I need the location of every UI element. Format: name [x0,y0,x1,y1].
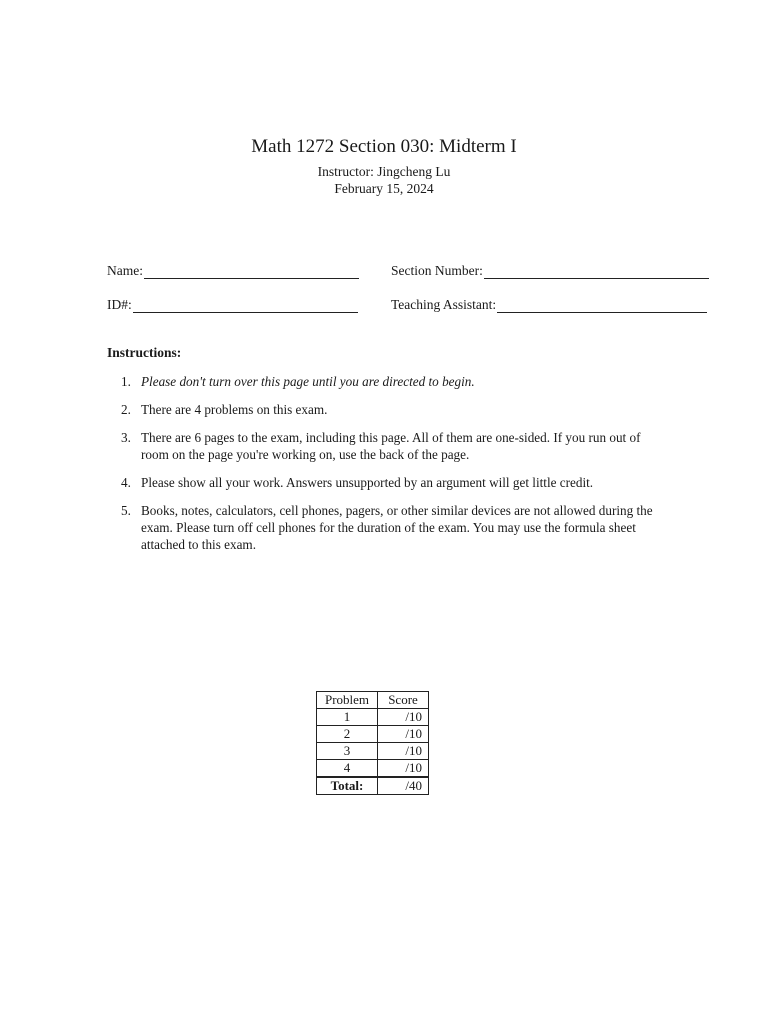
instructor-line: Instructor: Jingcheng Lu [317,164,451,179]
list-item-number: 5. [121,503,131,518]
instructions-list [121,373,666,564]
problem-number-cell: 2 [317,726,378,743]
id-field[interactable] [107,297,358,313]
list-item-number: 2. [121,402,131,417]
exam-date: February 15, 2024 [334,181,434,196]
total-row [317,777,429,795]
total-label-cell: Total: [317,777,378,795]
score-cell: /10 [378,743,429,760]
problem-number-cell: 3 [317,743,378,760]
list-item-text: Please show all your work. Answers unsupported by an argument will get little credit. [141,475,594,490]
score-cell: /10 [378,709,429,726]
problem-column-header: Problem [317,692,378,709]
table-row [317,760,429,778]
teaching-assistant-blank-line[interactable] [497,298,707,313]
list-item [121,401,666,418]
teaching-assistant-field[interactable] [391,297,707,313]
score-table [316,691,429,795]
list-item-text: Books, notes, calculators, cell phones, pagers, or other similar devices are not allowed during the exam. Please turn off cell phones for the duration of the exam. You may use the formula sheet attached to this exam. [141,503,653,552]
teaching-assistant-label: Teaching Assistant: [391,297,497,312]
instructions-heading: Instructions: [107,345,182,360]
list-item-text: Please don't turn over this page until you are directed to begin. [141,374,475,389]
name-label: Name: [107,263,143,278]
list-item [121,373,666,390]
table-row [317,709,429,726]
section-number-blank-line[interactable] [484,264,709,279]
problem-number-cell: 1 [317,709,378,726]
table-header-row [317,692,429,709]
id-blank-line[interactable] [133,298,358,313]
list-item [121,429,666,463]
score-cell: /10 [378,760,429,778]
list-item-number: 4. [121,475,131,490]
name-blank-line[interactable] [144,264,359,279]
section-number-label: Section Number: [391,263,483,278]
id-label: ID#: [107,297,132,312]
list-item-number: 1. [121,374,131,389]
table-row [317,726,429,743]
list-item-number: 3. [121,430,131,445]
score-cell: /10 [378,726,429,743]
list-item [121,502,666,553]
score-column-header: Score [378,692,429,709]
list-item-text: There are 6 pages to the exam, including this page. All of them are one-sided. If you run out of room on the page you're working on, use the back of the page. [141,430,641,462]
total-score-cell: /40 [378,777,429,795]
name-field[interactable] [107,263,359,279]
section-number-field[interactable] [391,263,709,279]
exam-title: Math 1272 Section 030: Midterm I [251,136,517,157]
problem-number-cell: 4 [317,760,378,778]
list-item-text: There are 4 problems on this exam. [141,402,328,417]
table-row [317,743,429,760]
list-item [121,474,666,491]
